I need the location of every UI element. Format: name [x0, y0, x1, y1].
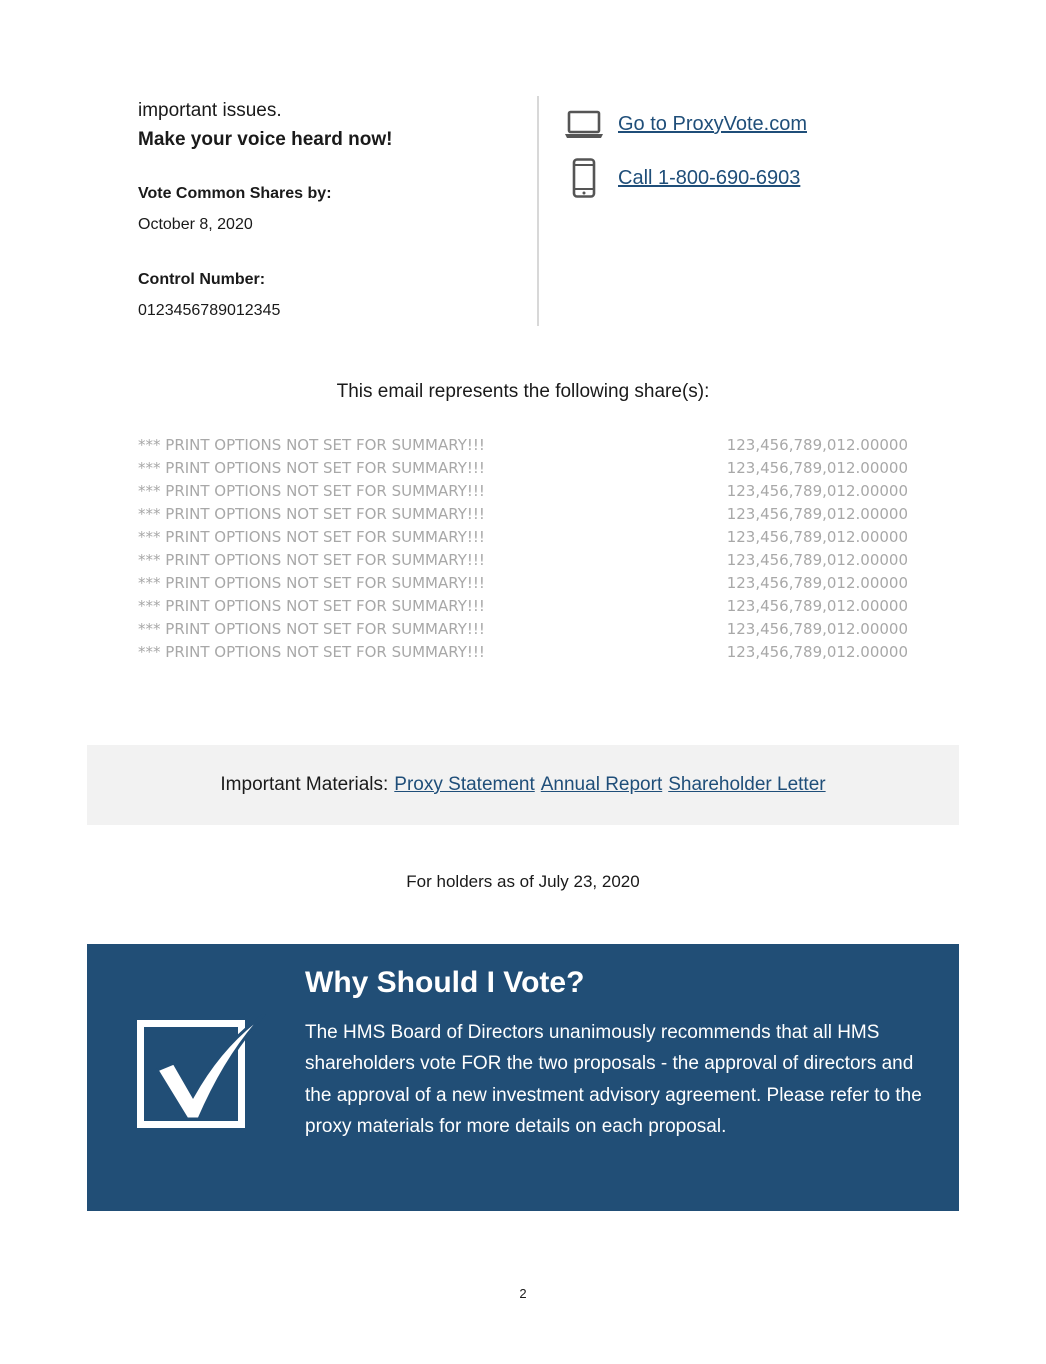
column-divider — [537, 96, 539, 326]
share-amount: 123,456,789,012.00000 — [726, 482, 908, 500]
share-row — [138, 549, 908, 572]
share-row — [138, 457, 908, 480]
proxy-statement-link[interactable]: Proxy Statement — [394, 774, 535, 795]
share-amount: 123,456,789,012.00000 — [726, 528, 908, 546]
share-amount: 123,456,789,012.00000 — [726, 436, 908, 454]
share-row — [138, 503, 908, 526]
why-vote-panel — [87, 944, 959, 1211]
share-description: *** PRINT OPTIONS NOT SET FOR SUMMARY!!! — [138, 459, 485, 477]
intro-line: important issues. — [138, 100, 282, 121]
why-vote-body: The HMS Board of Directors unanimously recommends that all HMS shareholders vote FOR the two proposals - the approval of directors and the approval of a new investment advisory agreement. Please refer to the proxy materials for more details on each proposal. — [305, 1022, 922, 1137]
share-amount: 123,456,789,012.00000 — [726, 620, 908, 638]
headline: Make your voice heard now! — [138, 129, 393, 150]
share-row — [138, 572, 908, 595]
share-description: *** PRINT OPTIONS NOT SET FOR SUMMARY!!! — [138, 482, 485, 500]
materials-label: Important Materials: — [220, 774, 389, 795]
share-description: *** PRINT OPTIONS NOT SET FOR SUMMARY!!! — [138, 436, 485, 454]
shares-table — [138, 434, 908, 664]
share-description: *** PRINT OPTIONS NOT SET FOR SUMMARY!!! — [138, 528, 485, 546]
share-description: *** PRINT OPTIONS NOT SET FOR SUMMARY!!! — [138, 620, 485, 638]
laptop-icon — [564, 110, 604, 145]
share-row — [138, 434, 908, 457]
share-row — [138, 618, 908, 641]
shareholder-letter-link[interactable]: Shareholder Letter — [668, 774, 826, 795]
checkbox-check-icon — [137, 1014, 267, 1139]
share-amount: 123,456,789,012.00000 — [726, 551, 908, 569]
share-amount: 123,456,789,012.00000 — [726, 505, 908, 523]
page-number: 2 — [519, 1286, 527, 1301]
vote-by-date: October 8, 2020 — [138, 216, 253, 233]
important-materials-bar — [87, 745, 959, 825]
why-vote-title: Why Should I Vote? — [305, 966, 585, 999]
share-row — [138, 480, 908, 503]
share-description: *** PRINT OPTIONS NOT SET FOR SUMMARY!!! — [138, 643, 485, 661]
share-description: *** PRINT OPTIONS NOT SET FOR SUMMARY!!! — [138, 597, 485, 615]
annual-report-link[interactable]: Annual Report — [540, 774, 663, 795]
mobile-phone-icon — [572, 158, 596, 203]
share-description: *** PRINT OPTIONS NOT SET FOR SUMMARY!!! — [138, 574, 485, 592]
share-description: *** PRINT OPTIONS NOT SET FOR SUMMARY!!! — [138, 505, 485, 523]
share-amount: 123,456,789,012.00000 — [726, 574, 908, 592]
share-amount: 123,456,789,012.00000 — [726, 459, 908, 477]
control-number: 0123456789012345 — [138, 302, 281, 319]
share-description: *** PRINT OPTIONS NOT SET FOR SUMMARY!!! — [138, 551, 485, 569]
shares-heading: This email represents the following share(s): — [336, 381, 710, 402]
share-amount: 123,456,789,012.00000 — [726, 597, 908, 615]
share-amount: 123,456,789,012.00000 — [726, 643, 908, 661]
share-row — [138, 641, 908, 664]
proxyvote-link[interactable]: Go to ProxyVote.com — [618, 113, 807, 135]
control-number-label: Control Number: — [138, 271, 266, 288]
share-row — [138, 595, 908, 618]
holders-note: For holders as of July 23, 2020 — [406, 872, 640, 891]
share-row — [138, 526, 908, 549]
phone-number-link[interactable]: Call 1-800-690-6903 — [618, 167, 801, 189]
vote-by-label: Vote Common Shares by: — [138, 185, 332, 202]
